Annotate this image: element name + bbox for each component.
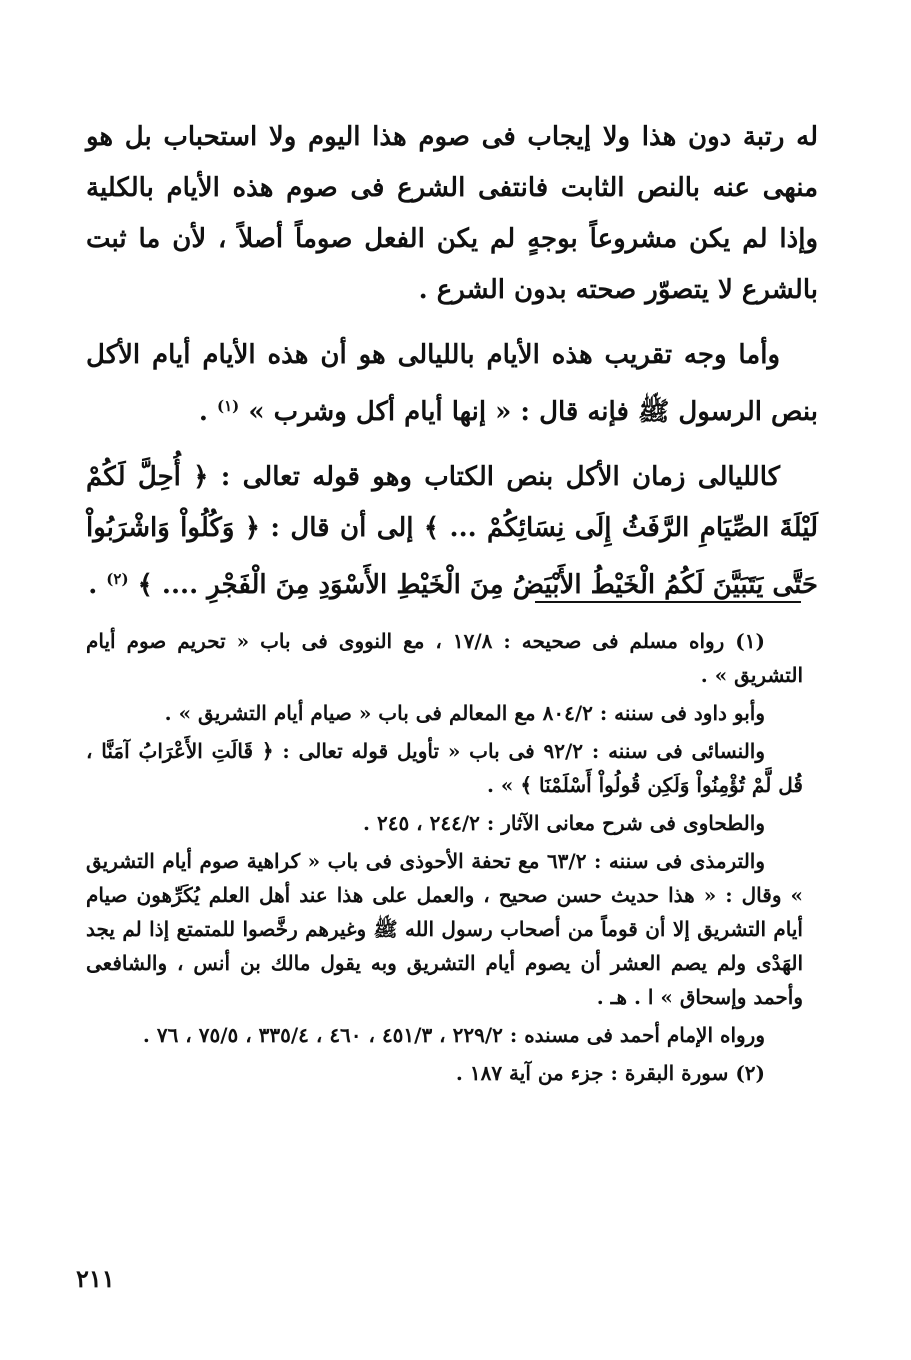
paragraph-2-text: وأما وجه تقريب هذه الأيام بالليالى هو أن هذه الأيام أيام الأكل بنص الرسول ﷺ فإنه قال : « إنها أيام أكل وشرب » [86,340,818,427]
footnote-ref-2: (٢) [106,570,129,588]
paragraph-3-text: كالليالى زمان الأكل بنص الكتاب وهو قوله تعالى : ﴿ أُحِلَّ لَكُمْ لَيْلَةَ الصِّيَامِ الرَّفَثُ إِلَى نِسَائِكُمْ ... ﴾ إلى أن قال : ﴿ وَكُلُواْ وَاشْرَبُواْ حَتَّى يَتَبَيَّنَ لَكُمُ الْخَيْطُ الأَبْيَضُ مِنَ الْخَيْطِ الأَسْوَدِ مِنَ الْفَجْرِ .... ﴾ [86,462,818,600]
page-number: ٢١١ [76,1264,115,1293]
paragraph-1-text: له رتبة دون هذا ولا إيجاب فى صوم هذا اليوم ولا استحباب بل هو منهى عنه بالنص الثابت فانتفى الشرع فى صوم هذه الأيام بالكلية وإذا لم يكن مشروعاً بوجهٍ لم يكن الفعل صوماً أصلاً ، لأن ما ثبت بالشرع لا يتصوّر صحته بدون الشرع . [86,122,818,305]
footnote-1-abu-dawud: وأبو داود فى سننه : ٨٠٤/٢ مع المعالم فى باب « صيام أيام التشريق » . [164,701,765,725]
footnote-separator [535,601,801,603]
footnote-1-ahmad: ورواه الإمام أحمد فى مسنده : ٢٢٩/٢ ، ٤٥١/٣ ، ٤٦٠ ، ٣٣٥/٤ ، ٧٥/٥ ، ٧٦ . [142,1023,765,1047]
paragraph-2-end: . [198,397,217,427]
footnote-1-muslim: (١) رواه مسلم فى صحيحه : ١٧/٨ ، مع النووى فى باب « تحريم صوم أيام التشريق » . [86,629,803,687]
paragraph-2 [86,330,818,438]
paragraph-1 [86,112,818,316]
footnotes [86,624,803,1094]
footnote-ref-1: (١) [216,397,240,415]
footnote-1-tahawi: والطحاوى فى شرح معانى الآثار : ٢٤٤/٢ ، ٢٤٥ . [363,811,765,835]
footnote-1-nasai: والنسائى فى سننه : ٩٢/٢ فى باب « تأويل قوله تعالى : ﴿ قَالَتِ الأَعْرَابُ آمَنَّا ، قُل لَّمْ تُؤْمِنُواْ وَلَكِن قُولُواْ أَسْلَمْنَا ﴾ » . [86,739,803,797]
paragraph-3 [86,452,818,611]
footnote-1-tirmidhi: والترمذى فى سننه : ٦٣/٢ مع تحفة الأحوذى فى باب « كراهية صوم أيام التشريق » وقال : « هذا حديث حسن صحيح ، والعمل على هذا عند أهل العلم يُكَرِّهون صيام أيام التشريق إلا أن قوماً من أصحاب رسول الله ﷺ وغيرهم رخَّصوا للمتمتع إذا لم يجد الهَدْى ولم يصم العشر أن يصوم أيام التشريق وبه يقول مالك بن أنس ، والشافعى وأحمد وإسحاق » ا . هـ . [86,849,803,1009]
main-text [86,112,818,625]
paragraph-3-end: . [88,570,107,600]
footnote-2: (٢) سورة البقرة : جزء من آية ١٨٧ . [455,1061,765,1085]
